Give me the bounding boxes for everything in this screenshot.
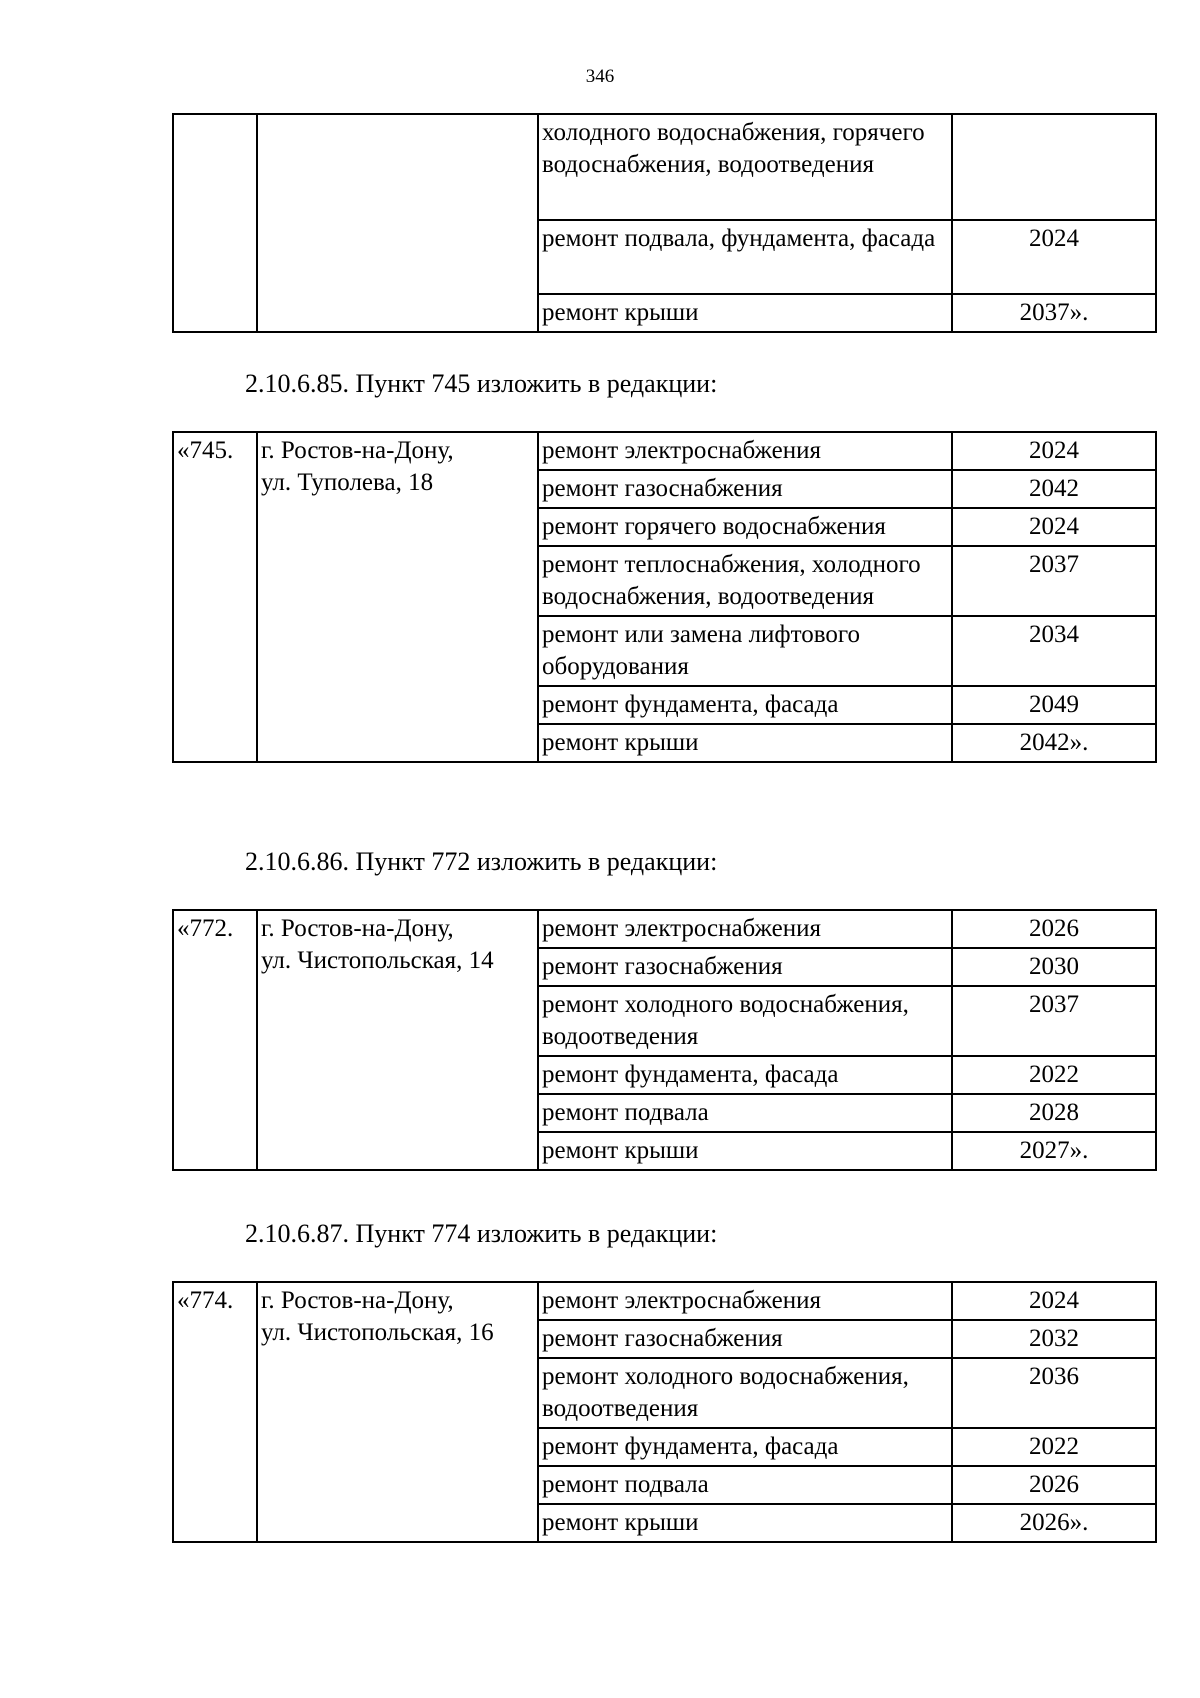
work-cell: ремонт горячего водоснабжения (538, 508, 952, 546)
work-cell: ремонт фундамента, фасада (538, 1056, 952, 1094)
address-cell (257, 432, 538, 762)
year-cell: 2028 (952, 1094, 1156, 1132)
number-cell (173, 114, 257, 332)
year-cell: 2037 (952, 986, 1156, 1056)
number-cell: «745. (173, 432, 257, 762)
work-cell: ремонт крыши (538, 1132, 952, 1170)
year-cell: 2027». (952, 1132, 1156, 1170)
work-cell: ремонт холодного водоснабжения, водоотведения (538, 986, 952, 1056)
work-cell: ремонт подвала, фундамента, фасада (538, 220, 952, 294)
table-row (173, 114, 1156, 220)
year-cell (952, 114, 1156, 220)
work-cell: ремонт крыши (538, 724, 952, 762)
year-cell: 2022 (952, 1428, 1156, 1466)
continuation-table (172, 113, 1157, 333)
number-cell: «772. (173, 910, 257, 1170)
section-heading: 2.10.6.87. Пункт 774 изложить в редакции: (245, 1219, 718, 1248)
year-cell: 2030 (952, 948, 1156, 986)
table-row (173, 910, 1156, 948)
page-number: 346 (585, 66, 615, 87)
work-cell: ремонт электроснабжения (538, 1282, 952, 1320)
work-cell: ремонт газоснабжения (538, 948, 952, 986)
work-cell: ремонт теплоснабжения, холодного водоснабжения, водоотведения (538, 546, 952, 616)
address-line: г. Ростов-на-Дону, (261, 915, 454, 942)
table-row (173, 1282, 1156, 1320)
table-772 (172, 909, 1157, 1171)
address-line: г. Ростов-на-Дону, (261, 1287, 454, 1314)
address-line: г. Ростов-на-Дону, (261, 437, 454, 464)
work-cell: ремонт электроснабжения (538, 432, 952, 470)
work-cell: ремонт газоснабжения (538, 1320, 952, 1358)
address-cell (257, 114, 538, 332)
address-line: ул. Чистопольская, 14 (261, 947, 494, 974)
year-cell: 2037». (952, 294, 1156, 332)
year-cell: 2024 (952, 220, 1156, 294)
table-745 (172, 431, 1157, 763)
work-cell: ремонт подвала (538, 1094, 952, 1132)
work-cell: ремонт электроснабжения (538, 910, 952, 948)
work-cell: ремонт фундамента, фасада (538, 686, 952, 724)
year-cell: 2049 (952, 686, 1156, 724)
work-cell: холодного водоснабжения, горячего водоснабжения, водоотведения (538, 114, 952, 220)
year-cell: 2032 (952, 1320, 1156, 1358)
year-cell: 2024 (952, 508, 1156, 546)
year-cell: 2022 (952, 1056, 1156, 1094)
work-cell: ремонт крыши (538, 294, 952, 332)
work-cell: ремонт холодного водоснабжения, водоотведения (538, 1358, 952, 1428)
year-cell: 2042». (952, 724, 1156, 762)
work-cell: ремонт или замена лифтового оборудования (538, 616, 952, 686)
year-cell: 2026». (952, 1504, 1156, 1542)
year-cell: 2042 (952, 470, 1156, 508)
section-heading: 2.10.6.86. Пункт 772 изложить в редакции: (245, 847, 718, 876)
work-cell: ремонт крыши (538, 1504, 952, 1542)
year-cell: 2036 (952, 1358, 1156, 1428)
year-cell: 2037 (952, 546, 1156, 616)
address-line: ул. Чистопольская, 16 (261, 1319, 494, 1346)
section-heading: 2.10.6.85. Пункт 745 изложить в редакции: (245, 369, 718, 398)
work-cell: ремонт подвала (538, 1466, 952, 1504)
year-cell: 2034 (952, 616, 1156, 686)
address-line: ул. Туполева, 18 (261, 469, 434, 496)
year-cell: 2026 (952, 910, 1156, 948)
address-cell (257, 910, 538, 1170)
year-cell: 2024 (952, 1282, 1156, 1320)
number-cell: «774. (173, 1282, 257, 1542)
work-cell: ремонт фундамента, фасада (538, 1428, 952, 1466)
year-cell: 2024 (952, 432, 1156, 470)
year-cell: 2026 (952, 1466, 1156, 1504)
table-row (173, 432, 1156, 470)
work-cell: ремонт газоснабжения (538, 470, 952, 508)
table-774 (172, 1281, 1157, 1543)
address-cell (257, 1282, 538, 1542)
